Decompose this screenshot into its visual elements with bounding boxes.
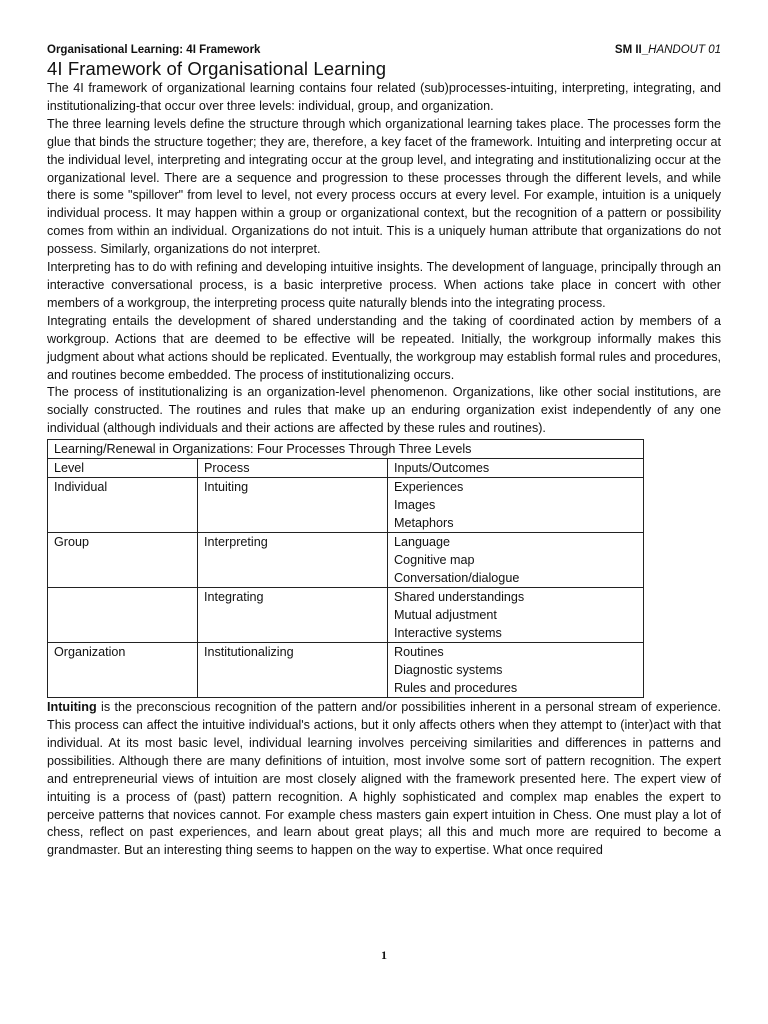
inputs-outcomes-item: Experiences (394, 480, 464, 495)
inputs-outcomes-item: Cognitive map (394, 553, 475, 568)
handout-prefix: SM II_ (614, 44, 649, 56)
column-header-inputs-outcomes: Inputs/Outcomes (388, 459, 644, 478)
inputs-outcomes-item: Diagnostic systems (394, 663, 503, 678)
level-cell (48, 588, 198, 643)
document-page (47, 42, 721, 860)
table-caption: Learning/Renewal in Organizations: Four Processes Through Three Levels (48, 440, 644, 459)
inputs-outcomes-item: Routines (394, 645, 444, 660)
inputs-outcomes-item: Language (394, 535, 451, 550)
column-header-process: Process (198, 459, 388, 478)
inputs-outcomes-cell (388, 643, 644, 698)
inputs-outcomes-item: Metaphors (394, 516, 454, 531)
inputs-outcomes-item: Interactive systems (394, 626, 502, 641)
inputs-outcomes-item: Mutual adjustment (394, 608, 497, 623)
body-paragraph: The three learning levels define the structure through which organizational learning takes place. The processes form the glue that binds the structure together; they are, therefore, a key facet of the framework. Intuiting and interpreting occur at the individual level, interpreting and integrating occur at the group level, and integrating and institutionalizing occur at the organizational level. There are a sequence and progression to these processes through the different levels, and while there is some "spillover" from level to level, not every process occurs at every level. For example, intuition is a uniquely individual process. It may happen within a group or organizational context, but the recognition of a pattern or possibility comes from within an individual. Organizations do not intuit. This is a uniquely human attribute that organizations do not possess. Similarly, organizations do not interpret. (47, 116, 721, 257)
table-row (48, 643, 644, 698)
inputs-outcomes-item: Images (394, 498, 436, 513)
header-handout-code (615, 42, 721, 58)
table-row (48, 588, 644, 643)
process-cell: Intuiting (198, 478, 388, 533)
handout-number: HANDOUT 01 (648, 44, 721, 56)
header-title: Organisational Learning: 4I Framework (47, 44, 261, 56)
intuiting-paragraph-text: is the preconscious recognition of the pattern and/or possibilities inherent in a personal stream of experience. This process can affect the intuitive individual's actions, but it only affects others when they attempt to (inter)act with that individual. At its most basic level, individual learning involves perceiving similarities and differences in patterns and possibilities. Although there are many definitions of intuition, most involve some sort of pattern recognition. The expert and entrepreneurial views of intuition are most closely aligned with the framework presented here. The expert view of intuiting is a process of (past) pattern recognition. A highly sophisticated and complex map enables the expert to perceive patterns that novices cannot. For example chess masters gain expert intuition in Chess. One must play a lot of chess, reflect on past experiences, and learn about great plays; all this and much more are required to become a grandmaster. But an interesting thing seems to happen on the way to expertise. What once required (47, 700, 721, 858)
table-header-row (48, 459, 644, 478)
page-title: 4I Framework of Organisational Learning (47, 58, 387, 79)
body-paragraphs (47, 80, 721, 438)
inputs-outcomes-item: Conversation/dialogue (394, 571, 520, 586)
process-cell: Integrating (198, 588, 388, 643)
level-cell: Group (48, 533, 198, 588)
page-number: 1 (381, 948, 387, 962)
table-caption-row (48, 440, 644, 459)
inputs-outcomes-cell (388, 478, 644, 533)
intuiting-paragraph (47, 699, 721, 860)
process-cell: Interpreting (198, 533, 388, 588)
level-cell: Individual (48, 478, 198, 533)
intuiting-lead-term: Intuiting (47, 700, 97, 715)
inputs-outcomes-item: Shared understandings (394, 590, 525, 605)
table-row (48, 478, 644, 533)
body-paragraph: Interpreting has to do with refining and developing intuitive insights. The development of language, principally through an interactive conversational process, is a basic interpretive process. When actions take place in concert with other members of a workgroup, the interpreting process quite naturally blends into the integrating process. (47, 260, 721, 310)
framework-table (47, 439, 644, 698)
table-row (48, 533, 644, 588)
body-paragraph: The 4I framework of organizational learning contains four related (sub)processes-intuiting, interpreting, integrating, and institutionalizing-that occur over three levels: individual, group, and organization. (47, 81, 721, 113)
level-cell: Organization (48, 643, 198, 698)
column-header-level: Level (48, 459, 198, 478)
inputs-outcomes-cell (388, 533, 644, 588)
inputs-outcomes-item: Rules and procedures (394, 681, 518, 696)
inputs-outcomes-cell (388, 588, 644, 643)
body-paragraph: The process of institutionalizing is an organization-level phenomenon. Organizations, like other social institutions, are socially constructed. The routines and rules that make up an enduring organization exist independently of any one individual (although individuals and their actions are affected by these rules and routines). (47, 385, 721, 436)
body-paragraph: Integrating entails the development of shared understanding and the taking of coordinated action by members of a workgroup. Actions that are deemed to be effective will be repeated. Initially, the workgroup informally makes this judgment about what actions should be replicated. Eventually, the workgroup may establish formal rules and procedures, and routines become embedded. The process of institutionalizing occurs. (47, 313, 721, 382)
process-cell: Institutionalizing (198, 643, 388, 698)
page-header (47, 42, 721, 58)
